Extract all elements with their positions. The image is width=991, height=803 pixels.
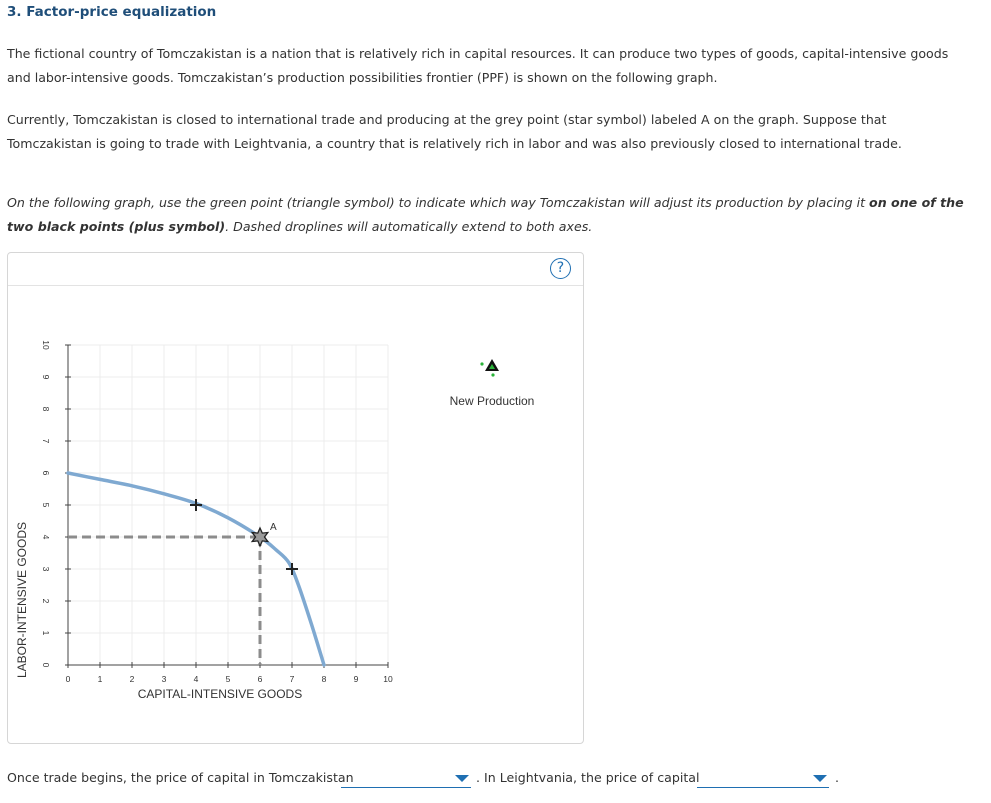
y-axis-label: LABOR-INTENSIVE GOODS — [15, 521, 29, 679]
question-text-3: . — [835, 770, 840, 785]
grid — [68, 345, 388, 665]
instruction-part1: On the following graph, use the green point (triangle symbol) to indicate which way Tomczakistan will adjust its production by placing it — [7, 195, 870, 210]
y-tick-label: 4 — [41, 534, 51, 540]
x-tick-label: 2 — [129, 674, 135, 684]
capital-price-tomczakistan-dropdown[interactable] — [341, 770, 471, 788]
y-tick-label: 8 — [41, 406, 51, 412]
point-a-label: A — [270, 522, 277, 533]
intro-paragraph: The fictional country of Tomczakistan is a nation that is relatively rich in capital resources. It can produce two types of goods, capital-intensive goods and labor-intensive goods. Tomczakistan’s production possibilities frontier (PPF) is shown on the following graph. — [7, 46, 949, 85]
question-line — [7, 770, 354, 785]
new-production-triangle-icon[interactable] — [480, 359, 499, 377]
question-text-2: . In Leightvania, the price of capital — [476, 770, 700, 785]
chevron-down-icon — [455, 775, 469, 782]
legend-label: New Production — [449, 394, 535, 408]
graph-panel — [7, 252, 584, 744]
x-tick-label: 5 — [225, 674, 231, 684]
x-tick-label: 4 — [193, 674, 199, 684]
x-tick-label: 8 — [321, 674, 327, 684]
help-icon[interactable]: ? — [550, 258, 571, 279]
x-tick-label: 3 — [161, 674, 167, 684]
plus-point-2[interactable] — [286, 563, 298, 575]
axes — [65, 345, 388, 668]
ppf-graph — [8, 253, 583, 743]
y-tick-label: 3 — [41, 566, 51, 572]
x-tick-label: 7 — [289, 674, 295, 684]
x-tick-label: 10 — [383, 674, 393, 684]
y-tick-label: 7 — [41, 438, 51, 444]
page-title: 3. Factor-price equalization — [7, 4, 217, 20]
question-text-1: Once trade begins, the price of capital in Tomczakistan — [7, 770, 354, 785]
x-axis-label: CAPITAL-INTENSIVE GOODS — [137, 687, 303, 701]
y-tick-label: 0 — [41, 662, 51, 668]
y-tick-label: 5 — [41, 502, 51, 508]
y-tick-label: 9 — [41, 374, 51, 380]
x-tick-label: 0 — [65, 674, 71, 684]
chevron-down-icon — [813, 775, 827, 782]
instruction-paragraph — [7, 191, 967, 239]
x-tick-label: 9 — [353, 674, 359, 684]
x-tick-label: 6 — [257, 674, 263, 684]
x-tick-label: 1 — [97, 674, 103, 684]
handle-dot — [491, 373, 494, 376]
instruction-part2: . Dashed droplines will automatically extend to both axes. — [225, 219, 593, 234]
handle-dot — [480, 362, 483, 365]
y-tick-label: 10 — [41, 340, 51, 350]
legend — [450, 359, 535, 408]
instruction-bold: on one of the two black points (plus symbol) — [7, 195, 964, 234]
capital-price-leightvania-dropdown[interactable] — [697, 770, 829, 788]
y-tick-label: 2 — [41, 598, 51, 604]
y-tick-label: 6 — [41, 470, 51, 476]
y-tick-label: 1 — [41, 630, 51, 636]
context-paragraph: Currently, Tomczakistan is closed to international trade and producing at the grey point (star symbol) labeled A on the graph. Suppose that Tomczakistan is going to trade with Leightvania, a country that is relatively rich in labor and was also previously closed to international trade. — [7, 112, 902, 151]
